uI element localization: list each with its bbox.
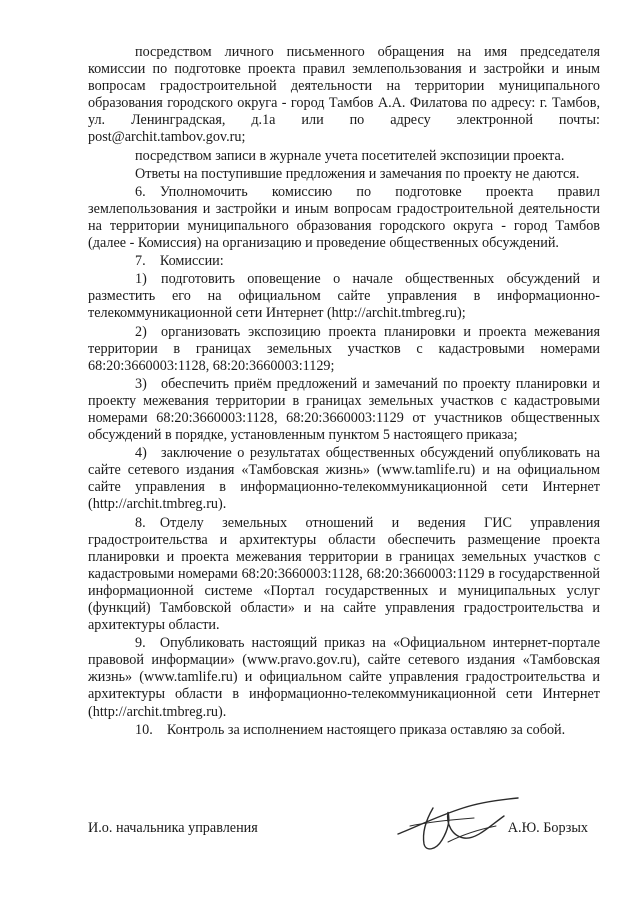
handwritten-signature (378, 796, 528, 856)
signatory-name: А.Ю. Борзых (507, 820, 588, 836)
clause-8-gis-department: 8. Отделу земельных отношений и ведения ГИС управления градостроительства и архитектуры области обеспечить размещение проекта планировки и проекта межевания территории в границах земельных участков с кадастровыми номерами 68:20:3660003:1128, 68:20:3660003:1129 в государственной информационной системе «Портал государственных и муниципальных услуг (функций) Тамбовской области» и на сайте управления градостроительства и архитектуры области. (88, 514, 600, 634)
clause-10-control: 10. Контроль за исполнением настоящего приказа оставляю за собой. (135, 721, 566, 738)
subclause-7-2-exposition: 2) организовать экспозицию проекта планировки и проекта межевания территории в границах земельных участков с кадастровыми номерами 68:20:3660003:1128, 68:20:3660003:1129; (88, 323, 600, 374)
subclause-7-3-proposals: 3) обеспечить приём предложений и замечаний по проекту планировки и проекту межевания территории в границах земельных участков с кадастровыми номерами 68:20:3660003:1128, 68:20:3660003:1129 от участников общественных обсуждений в порядке, установленным пунктом 5 настоящего приказа; (88, 375, 600, 444)
subclause-7-4-conclusion: 4) заключение о результатах общественных обсуждений опубликовать на сайте сетевого издания «Тамбовская жизнь» (www.tamlife.ru) и на официальном сайте управления в информационно-телекоммуникационной сети Интернет (http://archit.tmbreg.ru). (88, 445, 600, 513)
position-title: И.о. начальника управления (88, 820, 258, 836)
paragraph-no-replies: Ответы на поступившие предложения и замечания по проекту не даются. (135, 165, 580, 182)
paragraph-written-request: посредством личного письменного обращения на имя председателя комиссии по подготовке проекта правил землепользования и застройки и иным вопросам градостроительной деятельности на территории муниципального образования городского округа - город Тамбов А.А. Филатова по адресу: г. Тамбов, ул. Ленинградская, д.1а или по адресу электронной почты: post@archit.tambov.gov.ru; (88, 44, 600, 146)
signature-block (88, 810, 600, 870)
clause-6-authorize-commission: 6. Уполномочить комиссию по подготовке проекта правил землепользования и застройки и иным вопросам градостроительной деятельности на территории муниципального образования городского округа - город Тамбов (далее - Комиссия) на организацию и проведение общественных обсуждений. (88, 183, 600, 252)
clause-7-commission: 7. Комиссии: (135, 253, 224, 270)
paragraph-visitor-log: посредством записи в журнале учета посетителей экспозиции проекта. (135, 147, 565, 164)
subclause-7-1-notice: 1) подготовить оповещение о начале общественных обсуждений и разместить его на официальном сайте управления в информационно-телекоммуникационной сети Интернет (http://archit.tmbreg.ru); (88, 271, 600, 322)
document-body (88, 44, 600, 739)
clause-9-publish: 9. Опубликовать настоящий приказ на «Официальном интернет-портале правовой информации» (www.pravo.gov.ru), сайте сетевого издания «Тамбовская жизнь» (www.tamlife.ru) и официальном сайте управления градостроительства и архитектуры области в информационно-телекоммуникационной сети Интернет (http://archit.tmbreg.ru). (88, 635, 600, 720)
